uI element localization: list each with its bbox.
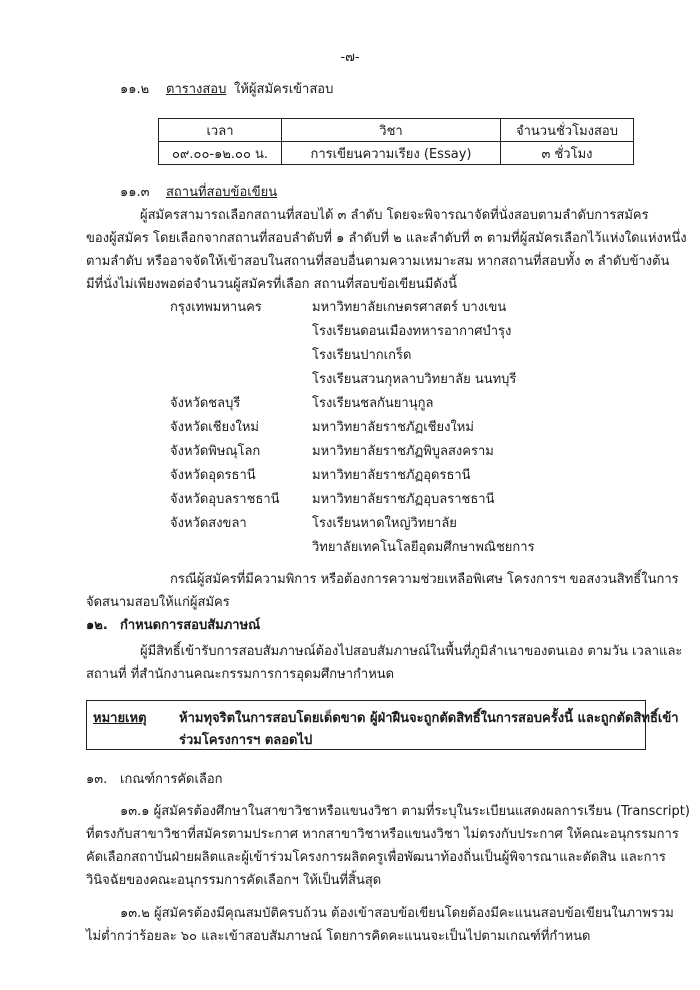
location-site: โรงเรียนดอนเมืองทหารอากาศบำรุง xyxy=(312,324,512,339)
table-cell: ๓ ชั่วโมง xyxy=(501,142,634,165)
location-row xyxy=(170,320,640,342)
section-12-number: ๑๒. xyxy=(86,618,108,633)
section-13-number: ๑๓. xyxy=(86,772,108,787)
location-province: จังหวัดชลบุรี xyxy=(170,396,241,411)
location-row xyxy=(170,416,640,438)
section-11-2-number: ๑๑.๒ xyxy=(120,82,150,97)
location-row xyxy=(170,392,640,414)
location-site: มหาวิทยาลัยราชภัฏอุดรธานี xyxy=(312,468,471,483)
paragraph-line: ๑๓.๒ ผู้สมัครต้องมีคุณสมบัติครบถ้วน ต้องเข้าสอบข้อเขียนโดยต้องมีคะแนนสอบข้อเขียนในภาพรวม xyxy=(120,906,674,921)
location-province: จังหวัดอุบลราชธานี xyxy=(170,492,280,507)
paragraph-line: สถานที่ ที่สำนักงานคณะกรรมการการอุดมศึกษากำหนด xyxy=(86,667,395,682)
table-cell: ๐๙.๐๐-๑๒.๐๐ น. xyxy=(159,142,282,165)
section-11-3-title: สถานที่สอบข้อเขียน xyxy=(166,185,278,200)
location-site: มหาวิทยาลัยราชภัฏเชียงใหม่ xyxy=(312,420,474,435)
paragraph-line: วินิจฉัยของคณะอนุกรรมการคัดเลือกฯ ให้เป็นที่สิ้นสุด xyxy=(86,873,382,888)
note-label: หมายเหตุ xyxy=(93,711,147,726)
paragraph-line: ที่ตรงกับสาขาวิชาที่สมัครตามประกาศ หากสาขาวิชาหรือแขนงวิชา ไม่ตรงกับประกาศ ให้คณะอนุกรรมการ xyxy=(86,827,679,842)
column-header: เวลา xyxy=(159,119,282,142)
paragraph-line: ของผู้สมัคร โดยเลือกจากสถานที่สอบลำดับที่ ๑ ลำดับที่ ๒ และลำดับที่ ๓ ตามที่ผู้สมัครเลือกไว้แห่งใดแห่งหนึ่ง xyxy=(86,231,687,246)
paragraph-line: ผู้สมัครสามารถเลือกสถานที่สอบได้ ๓ ลำดับ โดยจะพิจารณาจัดที่นั่งสอบตามลำดับการสมัคร xyxy=(140,208,649,223)
location-province: จังหวัดพิษณุโลก xyxy=(170,444,261,459)
paragraph-line: คัดเลือกสถาบันฝ่ายผลิตและผู้เข้าร่วมโครงการผลิตครูเพื่อพัฒนาท้องถิ่นเป็นผู้พิจารณาและตัดสิน และการ xyxy=(86,850,666,865)
location-row xyxy=(170,464,640,486)
location-row xyxy=(170,488,640,510)
location-row xyxy=(170,536,640,558)
section-11-3-number: ๑๑.๓ xyxy=(120,185,150,200)
table-header-row xyxy=(159,119,634,142)
location-site: โรงเรียนสวนกุหลาบวิทยาลัย นนทบุรี xyxy=(312,372,517,387)
paragraph-line: ตามลำดับ หรืออาจจัดให้เข้าสอบในสถานที่สอบอื่นตามความเหมาะสม หากสถานที่สอบทั้ง ๓ ลำดับข้างต้น xyxy=(86,254,670,269)
paragraph-line: จัดสนามสอบให้แก่ผู้สมัคร xyxy=(86,595,230,610)
section-12-title: กำหนดการสอบสัมภาษณ์ xyxy=(120,618,261,633)
warning-note-box xyxy=(86,700,679,750)
location-row xyxy=(170,296,640,318)
paragraph-line: มีที่นั่งไม่เพียงพอต่อจำนวนผู้สมัครที่เลือก สถานที่สอบข้อเขียนมีดังนี้ xyxy=(86,277,457,292)
note-text: ห้ามทุจริตในการสอบโดยเด็ดขาด ผู้ฝ่าฝืนจะถูกตัดสิทธิ์ในการสอบครั้งนี้ และถูกตัดสิทธิ์เข้า xyxy=(179,711,679,726)
location-province: จังหวัดเชียงใหม่ xyxy=(170,420,259,435)
location-province: จังหวัดสงขลา xyxy=(170,516,247,531)
location-site: วิทยาลัยเทคโนโลยีอุดมศึกษาพณิชยการ xyxy=(312,540,535,555)
paragraph-line: ๑๓.๑ ผู้สมัครต้องศึกษาในสาขาวิชาหรือแขนงวิชา ตามที่ระบุในระเบียนแสดงผลการเรียน (Transcript) xyxy=(120,804,690,819)
section-11-2-title: ตารางสอบ xyxy=(166,82,227,97)
section-11-2-text: ให้ผู้สมัครเข้าสอบ xyxy=(234,82,334,97)
table-row xyxy=(159,142,634,165)
exam-schedule-table xyxy=(158,118,634,165)
paragraph-line: ไม่ต่ำกว่าร้อยละ ๖๐ และเข้าสอบสัมภาษณ์ โดยการคิดคะแนนจะเป็นไปตามเกณฑ์ที่กำหนด xyxy=(86,929,591,944)
location-province: จังหวัดอุดรธานี xyxy=(170,468,256,483)
location-site: โรงเรียนชลกันยานุกูล xyxy=(312,396,434,411)
location-row xyxy=(170,512,640,534)
location-row xyxy=(170,440,640,462)
location-province: กรุงเทพมหานคร xyxy=(170,300,262,315)
section-13-title: เกณฑ์การคัดเลือก xyxy=(120,772,223,787)
location-site: โรงเรียนปากเกร็ด xyxy=(312,348,412,363)
note-text: ร่วมโครงการฯ ตลอดไป xyxy=(179,733,313,748)
location-site: มหาวิทยาลัยราชภัฏอุบลราชธานี xyxy=(312,492,495,507)
location-row xyxy=(170,368,640,390)
page-number: -๗- xyxy=(340,50,360,65)
location-site: มหาวิทยาลัยเกษตรศาสตร์ บางเขน xyxy=(312,300,507,315)
table-cell: การเขียนความเรียง (Essay) xyxy=(282,142,501,165)
column-header: วิชา xyxy=(282,119,501,142)
location-site: มหาวิทยาลัยราชภัฏพิบูลสงคราม xyxy=(312,444,494,459)
column-header: จำนวนชั่วโมงสอบ xyxy=(501,119,634,142)
location-site: โรงเรียนหาดใหญ่วิทยาลัย xyxy=(312,516,457,531)
paragraph-line: กรณีผู้สมัครที่มีความพิการ หรือต้องการความช่วยเหลือพิเศษ โครงการฯ ขอสงวนสิทธิ์ในการ xyxy=(170,572,679,587)
paragraph-line: ผู้มีสิทธิ์เข้ารับการสอบสัมภาษณ์ต้องไปสอบสัมภาษณ์ในพื้นที่ภูมิลำเนาของตนเอง ตามวัน เวลาและ xyxy=(140,644,683,659)
location-row xyxy=(170,344,640,366)
